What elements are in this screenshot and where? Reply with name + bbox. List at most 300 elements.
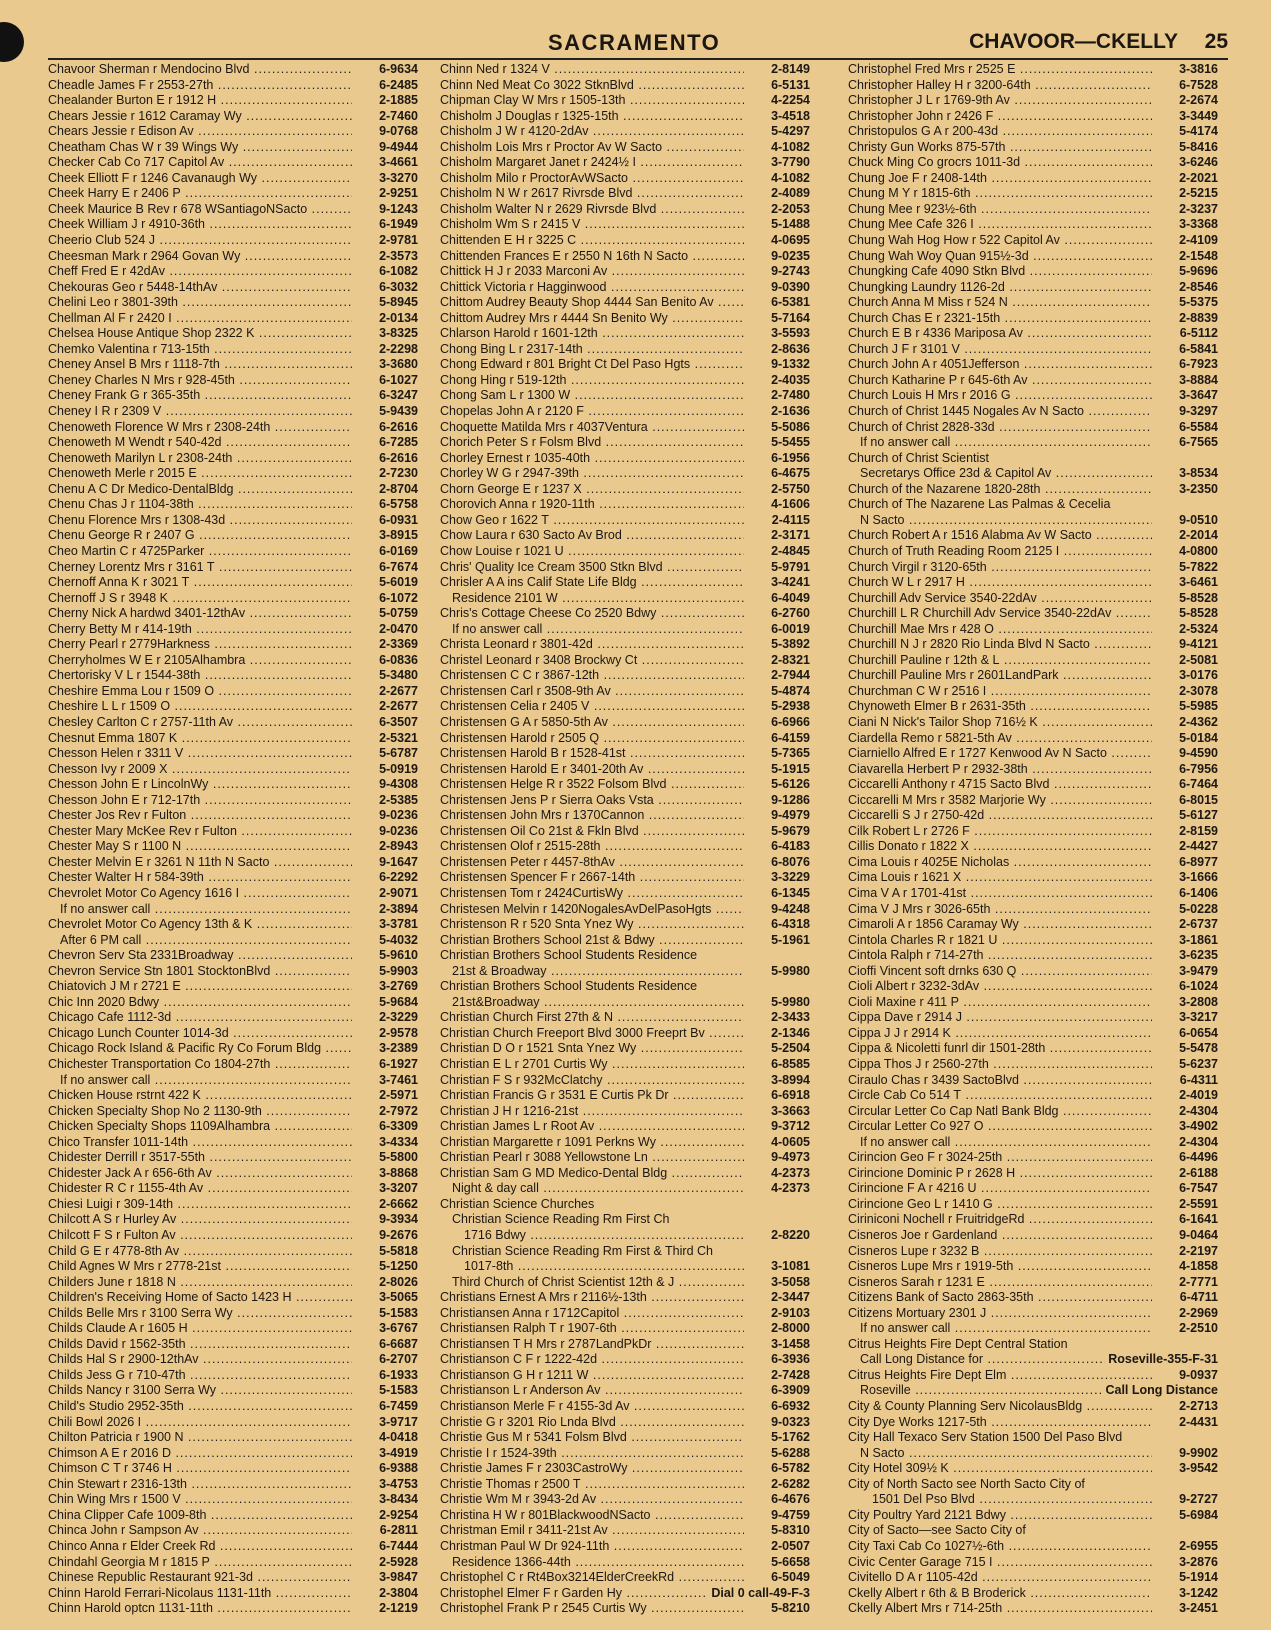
listing-phone: 9-1243: [376, 202, 418, 218]
listing-name: Christian Church First 27th & N .....: [440, 1010, 744, 1026]
listing-entry: [48, 249, 418, 265]
listing-name: Chenu Florence Mrs r 1308-43d .....: [48, 513, 352, 529]
listing-name: Church J F r 3101 V .....: [848, 342, 1152, 358]
listing-entry: [848, 793, 1218, 809]
listing-entry: [848, 1539, 1218, 1555]
listing-name: Residence 1366-44th .....: [452, 1555, 744, 1571]
listing-name: Chilcott F S r Fulton Av .....: [48, 1228, 352, 1244]
listing-phone: 5-5455: [768, 435, 810, 451]
listing-entry: [48, 1041, 418, 1057]
listing-name: If no answer call .....: [860, 1321, 1152, 1337]
listing-name: Church of Christ 1445 Nogales Av N Sacto .....: [848, 404, 1152, 420]
listing-phone: 6-2616: [376, 420, 418, 436]
listing-entry: [440, 1088, 810, 1104]
listing-name: Chynoweth Elmer B r 2631-35th .....: [848, 699, 1152, 715]
listing-name: Cioffi Vincent soft drnks 630 Q .....: [848, 964, 1152, 980]
listing-entry: [848, 217, 1218, 233]
listing-name: Chung M Y r 1815-6th .....: [848, 186, 1152, 202]
listing-phone: 3-2389: [376, 1041, 418, 1057]
listing-entry: [848, 762, 1218, 778]
listing-phone: 2-1346: [768, 1026, 810, 1042]
listing-name: Christensen Spencer F r 2667-14th .....: [440, 870, 744, 886]
listing-phone: 6-8076: [768, 855, 810, 871]
listing-name: Church Chas E r 2321-15th .....: [848, 311, 1152, 327]
listing-phone: 2-4089: [768, 186, 810, 202]
listing-name: Ckelly Albert r 6th & B Broderick .....: [848, 1586, 1152, 1602]
listing-phone: 6-2292: [376, 870, 418, 886]
listing-entry: [848, 482, 1218, 498]
listing-phone: 2-4109: [1176, 233, 1218, 249]
listing-name: Chittom Audrey Mrs r 4444 Sn Benito Wy .....: [440, 311, 744, 327]
listing-phone: 5-6658: [768, 1555, 810, 1571]
listing-phone: 5-1762: [768, 1430, 810, 1446]
listing-name: Circle Cab Co 514 T .....: [848, 1088, 1152, 1104]
listing-name: If no answer call .....: [860, 435, 1152, 451]
listing-name: Christian J H r 1216-21st .....: [440, 1104, 744, 1120]
listing-name: Chow Geo r 1622 T .....: [440, 513, 744, 529]
listing-phone: 6-2760: [768, 606, 810, 622]
listing-entry: [48, 948, 418, 964]
listing-entry: [48, 1352, 418, 1368]
listing-phone: 9-0937: [1176, 1368, 1218, 1384]
listing-name: Civitello D A r 1105-42d .....: [848, 1570, 1152, 1586]
listing-entry: [848, 388, 1218, 404]
listing-entry: [48, 1104, 418, 1120]
listing-entry: [848, 1228, 1218, 1244]
listing-name: Chung Mee r 923½-6th .....: [848, 202, 1152, 218]
listing-phone: 2-8159: [1176, 824, 1218, 840]
listing-name: Cirincione Geo L r 1410 G .....: [848, 1197, 1152, 1213]
listing-name: Chesson John E r 712-17th .....: [48, 793, 352, 809]
listing-entry: [440, 1275, 810, 1291]
listing-entry: [48, 186, 418, 202]
listing-phone: 9-9902: [1176, 1446, 1218, 1462]
listing-name: Chic Inn 2020 Bdwy .....: [48, 995, 352, 1011]
listing-name: Chong Edward r 801 Bright Ct Del Paso Hgts .....: [440, 357, 744, 373]
listing-name: Chinn Harold Ferrari-Nicolaus 1131-11th .....: [48, 1586, 352, 1602]
listing-entry: [440, 1104, 810, 1120]
listing-phone: 6-4049: [768, 591, 810, 607]
listing-entry: [440, 93, 810, 109]
listing-name: Chisholm Walter N r 2629 Rivrsde Blvd .....: [440, 202, 744, 218]
listing-entry: [848, 591, 1218, 607]
listing-entry: [440, 264, 810, 280]
listing-name: Chung Wah Woy Quan 915½-3d .....: [848, 249, 1152, 265]
listing-phone: 6-4711: [1177, 1290, 1218, 1306]
listing-name: Night & day call .....: [452, 1181, 744, 1197]
listing-name: Christman Emil r 3411-21st Av .....: [440, 1523, 744, 1539]
listing-name: Cheo Martin C r 4725Parker .....: [48, 544, 352, 560]
listing-entry: [48, 482, 418, 498]
listing-phone: 2-0134: [376, 311, 418, 327]
listing-phone: 3-7790: [768, 155, 810, 171]
listing-name: Churchman C W r 2516 I .....: [848, 684, 1152, 700]
listing-entry: [440, 466, 810, 482]
listing-phone: 6-0836: [376, 653, 418, 669]
listing-name: Christie Gus M r 5341 Folsm Blvd .....: [440, 1430, 744, 1446]
listing-name: Christie Thomas r 2500 T .....: [440, 1477, 744, 1493]
listing-entry: [848, 1088, 1218, 1104]
listing-entry: [48, 1057, 418, 1073]
listing-phone: 2-4304: [1176, 1104, 1218, 1120]
listing-phone: 5-8310: [768, 1523, 810, 1539]
listing-name: Chin Stewart r 2316-13th .....: [48, 1477, 352, 1493]
listing-phone: 4-0695: [768, 233, 810, 249]
listing-phone: 3-6246: [1176, 155, 1218, 171]
listing-entry: [848, 311, 1218, 327]
listing-phone: 6-3309: [376, 1119, 418, 1135]
listing-entry: [848, 808, 1218, 824]
listing-phone: 2-2014: [1176, 528, 1218, 544]
listing-phone: 5-9610: [376, 948, 418, 964]
listing-phone: 2-8636: [768, 342, 810, 358]
listing-phone: 2-5321: [376, 731, 418, 747]
listing-name: Christiansen Ralph T r 1907-6th .....: [440, 1321, 744, 1337]
listing-phone: 4-1606: [768, 497, 810, 513]
listing-name: Christian E L r 2701 Curtis Wy .....: [440, 1057, 744, 1073]
listing-name: Chittick Victoria r Hagginwood .....: [440, 280, 744, 296]
listing-phone: 5-1914: [1176, 1570, 1218, 1586]
listing-phone: 5-3892: [768, 637, 810, 653]
listing-phone: 2-5971: [376, 1088, 418, 1104]
listing-entry: [440, 528, 810, 544]
listing-entry: [440, 233, 810, 249]
listing-name: Christensen G A r 5850-5th Av .....: [440, 715, 744, 731]
listing-entry: [440, 217, 810, 233]
listing-name: After 6 PM call .....: [60, 933, 352, 949]
listing-entry: [848, 109, 1218, 125]
listing-phone: 3-8534: [1176, 466, 1218, 482]
listing-name: City of Sacto—see Sacto City of: [848, 1523, 1026, 1538]
listing-entry: [48, 280, 418, 296]
listing-phone: 5-1250: [376, 1259, 418, 1275]
listing-name: Childs Jess G r 710-47th .....: [48, 1368, 352, 1384]
listing-name: Chicken Specialty Shops 1109Alhambra .....: [48, 1119, 352, 1135]
listing-entry: [848, 62, 1218, 78]
listing-phone: 5-9439: [376, 404, 418, 420]
listing-phone: 3-9479: [1176, 964, 1218, 980]
listing-entry: [848, 1508, 1218, 1524]
listing-entry: [48, 1337, 418, 1353]
listing-phone: 2-1636: [768, 404, 810, 420]
listing-phone: 3-9717: [376, 1415, 418, 1431]
listing-name: Christians Ernest A Mrs r 2116½-13th .....: [440, 1290, 744, 1306]
listing-phone: 6-6918: [768, 1088, 810, 1104]
listing-phone: 5-9696: [1176, 264, 1218, 280]
listing-name: Third Church of Christ Scientist 12th & J .....: [452, 1275, 744, 1291]
listing-name: Christensen Oil Co 21st & Fkln Blvd .....: [440, 824, 744, 840]
listing-phone: 2-2053: [768, 202, 810, 218]
listing-name: Cippa Thos J r 2560-27th .....: [848, 1057, 1152, 1073]
listing-entry: [848, 93, 1218, 109]
listing-entry: [848, 777, 1218, 793]
listing-entry: [848, 637, 1218, 653]
listing-phone: 5-7164: [768, 311, 810, 327]
listing-phone: 3-1242: [1176, 1586, 1218, 1602]
listing-name: N Sacto .....: [860, 1446, 1152, 1462]
listing-phone: 2-4035: [768, 373, 810, 389]
listing-entry: [48, 357, 418, 373]
listing-entry: [848, 622, 1218, 638]
listing-phone: 2-1885: [376, 93, 418, 109]
listing-name: Christie G r 3201 Rio Lnda Blvd .....: [440, 1415, 744, 1431]
listing-name: Christie I r 1524-39th .....: [440, 1446, 744, 1462]
listing-name: Churchill L R Churchill Adv Service 3540-22dAv .....: [848, 606, 1152, 622]
listing-entry: [440, 699, 810, 715]
listing-phone: 2-9103: [768, 1306, 810, 1322]
listing-phone: 6-7565: [1176, 435, 1218, 451]
listing-name: Chester Melvin E r 3261 N 11th N Sacto .....: [48, 855, 352, 871]
listing-name: Chenu Chas J r 1104-38th .....: [48, 497, 352, 513]
listing-name: Christian Science Churches: [440, 1196, 595, 1211]
listing-phone: 9-4590: [1176, 746, 1218, 762]
listing-entry: [48, 155, 418, 171]
listing-entry: [48, 622, 418, 638]
listing-name: Christianson Merle F r 4155-3d Av .....: [440, 1399, 744, 1415]
listing-phone: 6-4675: [768, 466, 810, 482]
listing-phone: 6-9634: [376, 62, 418, 78]
listing-phone: 9-3934: [376, 1212, 418, 1228]
listing-phone: 2-3237: [1176, 202, 1218, 218]
listing-phone: 6-8585: [768, 1057, 810, 1073]
listing-phone: 5-4032: [376, 933, 418, 949]
listing-entry: [440, 824, 810, 840]
listing-entry: [848, 1383, 1218, 1399]
listing-entry: [48, 699, 418, 715]
listing-name: Chicken House rstrnt 422 K .....: [48, 1088, 352, 1104]
listing-entry: [848, 870, 1218, 886]
listing-entry: [848, 1601, 1218, 1617]
listing-phone: 2-3804: [376, 1586, 418, 1602]
listing-phone: 9-4248: [768, 902, 810, 918]
listing-entry: [48, 1088, 418, 1104]
listing-name: Chorovich Anna r 1920-11th .....: [440, 497, 744, 513]
listing-name: Christiansen T H Mrs r 2787LandPkDr .....: [440, 1337, 744, 1353]
listing-entry: [848, 1244, 1218, 1260]
listing-name: Church Robert A r 1516 Alabma Av W Sacto .....: [848, 528, 1152, 544]
listing-phone: 2-5081: [1176, 653, 1218, 669]
listing-entry: [440, 280, 810, 296]
listing-entry: [848, 249, 1218, 265]
listing-phone: 9-4979: [768, 808, 810, 824]
listing-phone: 3-3816: [1176, 62, 1218, 78]
listing-phone: 9-0510: [1176, 513, 1218, 529]
listing-name: Cima V A r 1701-41st .....: [848, 886, 1152, 902]
listing-entry: [848, 746, 1218, 762]
listing-entry: [440, 1415, 810, 1431]
listing-entry: [48, 342, 418, 358]
listing-name: 21st&Broadway .....: [452, 995, 744, 1011]
listing-name: City of North Sacto see North Sacto City of: [848, 1476, 1085, 1491]
listing-entry: [848, 1010, 1218, 1026]
listing-entry: [848, 420, 1218, 436]
listing-phone: 4-0800: [1176, 544, 1218, 560]
listing-name: Ciani N Nick's Tailor Shop 716½ K .....: [848, 715, 1152, 731]
listing-phone: 5-6019: [376, 575, 418, 591]
listing-phone: 5-1583: [376, 1306, 418, 1322]
listing-name: Cisneros Lupe Mrs r 1919-5th .....: [848, 1259, 1152, 1275]
listing-phone: 3-7461: [376, 1073, 418, 1089]
listing-phone: 6-7285: [376, 435, 418, 451]
listing-phone: 9-0236: [376, 808, 418, 824]
listing-name: Chorley Ernest r 1035-40th .....: [440, 451, 744, 467]
listing-name: Christophel Frank P r 2545 Curtis Wy .....: [440, 1601, 744, 1617]
listing-name: Christian Sam G MD Medico-Dental Bldg .....: [440, 1166, 744, 1182]
listing-name: Cirincione F A r 4216 U .....: [848, 1181, 1152, 1197]
listing-name: Cheatham Chas W r 39 Wings Wy .....: [48, 140, 352, 156]
listing-entry: [48, 295, 418, 311]
listing-entry: [48, 824, 418, 840]
listing-name: Christensen Olof r 2515-28th .....: [440, 839, 744, 855]
listing-entry: [440, 1430, 810, 1446]
listing-phone: 5-8416: [1176, 140, 1218, 156]
listing-name: Christopulos G A r 200-43d .....: [848, 124, 1152, 140]
listing-name: Christopher Halley H r 3200-64th .....: [848, 78, 1152, 94]
listing-phone: 9-2743: [768, 264, 810, 280]
listing-name: Church of Truth Reading Room 2125 I .....: [848, 544, 1152, 560]
listing-name: Residence 2101 W .....: [452, 591, 744, 607]
listing-entry: [848, 886, 1218, 902]
listing-name: N Sacto .....: [860, 513, 1152, 529]
listing-name: Cippa Dave r 2914 J .....: [848, 1010, 1152, 1026]
listing-name: Chittenden E H r 3225 C .....: [440, 233, 744, 249]
listing-phone: 6-0654: [1176, 1026, 1218, 1042]
listing-name: Churchill Pauline Mrs r 2601LandPark .....: [848, 668, 1152, 684]
listing-entry: [440, 1492, 810, 1508]
listing-phone: 4-2254: [768, 93, 810, 109]
header-city: SACRAMENTO: [548, 30, 721, 55]
listing-entry: [848, 824, 1218, 840]
listing-name: Chungking Laundry 1126-2d .....: [848, 280, 1152, 296]
listing-entry: [848, 124, 1218, 140]
listing-phone: 9-3712: [768, 1119, 810, 1135]
listing-name: Chrisler A A ins Calif State Life Bldg .....: [440, 575, 744, 591]
listing-phone: 2-4019: [1176, 1088, 1218, 1104]
listing-name: Chelsea House Antique Shop 2322 K .....: [48, 326, 352, 342]
listing-entry: [440, 886, 810, 902]
listing-name: Chenoweth Merle r 2015 E .....: [48, 466, 352, 482]
listing-entry: [440, 1601, 810, 1617]
listing-entry: [48, 777, 418, 793]
listing-entry: [48, 217, 418, 233]
listing-entry: [440, 1337, 810, 1353]
listing-phone: 6-5758: [376, 497, 418, 513]
listing-entry: [848, 1446, 1218, 1462]
listing-entry: [848, 497, 1218, 513]
listing-name: Chilcott A S r Hurley Av .....: [48, 1212, 352, 1228]
listing-name: Chico Transfer 1011-14th .....: [48, 1135, 352, 1151]
listing-phone: 5-7822: [1176, 560, 1218, 576]
listing-phone: 2-2510: [1176, 1321, 1218, 1337]
listing-name: Chesson John E r LincolnWy .....: [48, 777, 352, 793]
listing-phone: 3-2451: [1176, 1601, 1218, 1617]
listing-entry: [48, 528, 418, 544]
listing-name: Chow Louise r 1021 U .....: [440, 544, 744, 560]
listing-phone: 6-9388: [376, 1461, 418, 1477]
listing-entry: [848, 1166, 1218, 1182]
listing-entry: [440, 1166, 810, 1182]
listing-name: Christensen Harold E r 3401-20th Av .....: [440, 762, 744, 778]
listing-phone: 5-6787: [376, 746, 418, 762]
listing-phone: 6-1956: [768, 451, 810, 467]
listing-entry: [440, 1461, 810, 1477]
listing-name: Chisholm Milo r ProctorAvWSacto .....: [440, 171, 744, 187]
listing-entry: [48, 1539, 418, 1555]
listing-phone: 3-1861: [1176, 933, 1218, 949]
listing-entry: [440, 420, 810, 436]
listing-phone: 5-0759: [376, 606, 418, 622]
listing-phone: 2-6737: [1176, 917, 1218, 933]
listing-entry: [48, 1212, 418, 1228]
listing-entry: [48, 1073, 418, 1089]
listing-entry: [48, 1259, 418, 1275]
listing-name: Chernoff J S r 3948 K .....: [48, 591, 352, 607]
listing-entry: [848, 264, 1218, 280]
listing-entry: [48, 979, 418, 995]
listing-entry: [848, 1337, 1218, 1353]
listing-phone: 6-3936: [768, 1352, 810, 1368]
listing-phone: 2-2298: [376, 342, 418, 358]
listing-name: Citrus Heights Fire Dept Central Station: [848, 1336, 1068, 1351]
listing-phone: 3-6461: [1176, 575, 1218, 591]
listing-name: Cherney Lorentz Mrs r 3161 T .....: [48, 560, 352, 576]
listing-name: Chong Bing L r 2317-14th .....: [440, 342, 744, 358]
listing-phone: 6-5049: [768, 1570, 810, 1586]
listing-phone: 5-6288: [768, 1446, 810, 1462]
listing-phone: 4-1082: [768, 171, 810, 187]
listing-name: Citizens Mortuary 2301 J .....: [848, 1306, 1152, 1322]
listing-name: Civic Center Garage 715 I .....: [848, 1555, 1152, 1571]
listing-phone: 2-7460: [376, 109, 418, 125]
listing-phone: 2-3447: [768, 1290, 810, 1306]
listing-entry: [848, 528, 1218, 544]
listing-phone: 3-5058: [768, 1275, 810, 1291]
listing-entry: [48, 311, 418, 327]
listing-entry: [48, 1150, 418, 1166]
listing-entry: [848, 1415, 1218, 1431]
listing-name: Childs Belle Mrs r 3100 Serra Wy .....: [48, 1306, 352, 1322]
listing-phone: 6-5112: [1177, 326, 1218, 342]
listing-name: Church E B r 4336 Mariposa Av .....: [848, 326, 1152, 342]
listing-entry: [848, 140, 1218, 156]
listing-name: Chester Jos Rev r Fulton .....: [48, 808, 352, 824]
listing-phone: 9-4973: [768, 1150, 810, 1166]
listing-entry: [440, 124, 810, 140]
listing-phone: 3-1458: [768, 1337, 810, 1353]
listing-name: Churchill Pauline r 12th & L .....: [848, 653, 1152, 669]
listing-phone: 4-1858: [1176, 1259, 1218, 1275]
listing-name: Chilton Patricia r 1900 N .....: [48, 1430, 352, 1446]
listing-phone: 5-0184: [1176, 731, 1218, 747]
listing-name: Christa Leonard r 3801-42d .....: [440, 637, 744, 653]
listing-name: Chung Joe F r 2408-14th .....: [848, 171, 1152, 187]
listing-name: Christian Science Reading Rm First Ch: [452, 1212, 670, 1227]
listing-entry: [48, 917, 418, 933]
listing-phone: 3-8915: [376, 528, 418, 544]
listing-phone: 6-1027: [376, 373, 418, 389]
listing-name: Ciarniello Alfred E r 1727 Kenwood Av N Sacto .....: [848, 746, 1152, 762]
listing-phone: 5-9980: [768, 964, 810, 980]
listing-entry: [440, 544, 810, 560]
listing-phone: 3-3781: [376, 917, 418, 933]
listing-name: Cheesman Mark r 2964 Govan Wy .....: [48, 249, 352, 265]
listing-entry: [848, 1368, 1218, 1384]
listing-entry: [848, 295, 1218, 311]
listing-name: Chinco Anna r Elder Creek Rd .....: [48, 1539, 352, 1555]
listing-entry: [440, 482, 810, 498]
listing-entry: [440, 451, 810, 467]
listing-name: Chung Wah Hog How r 522 Capitol Av .....: [848, 233, 1152, 249]
